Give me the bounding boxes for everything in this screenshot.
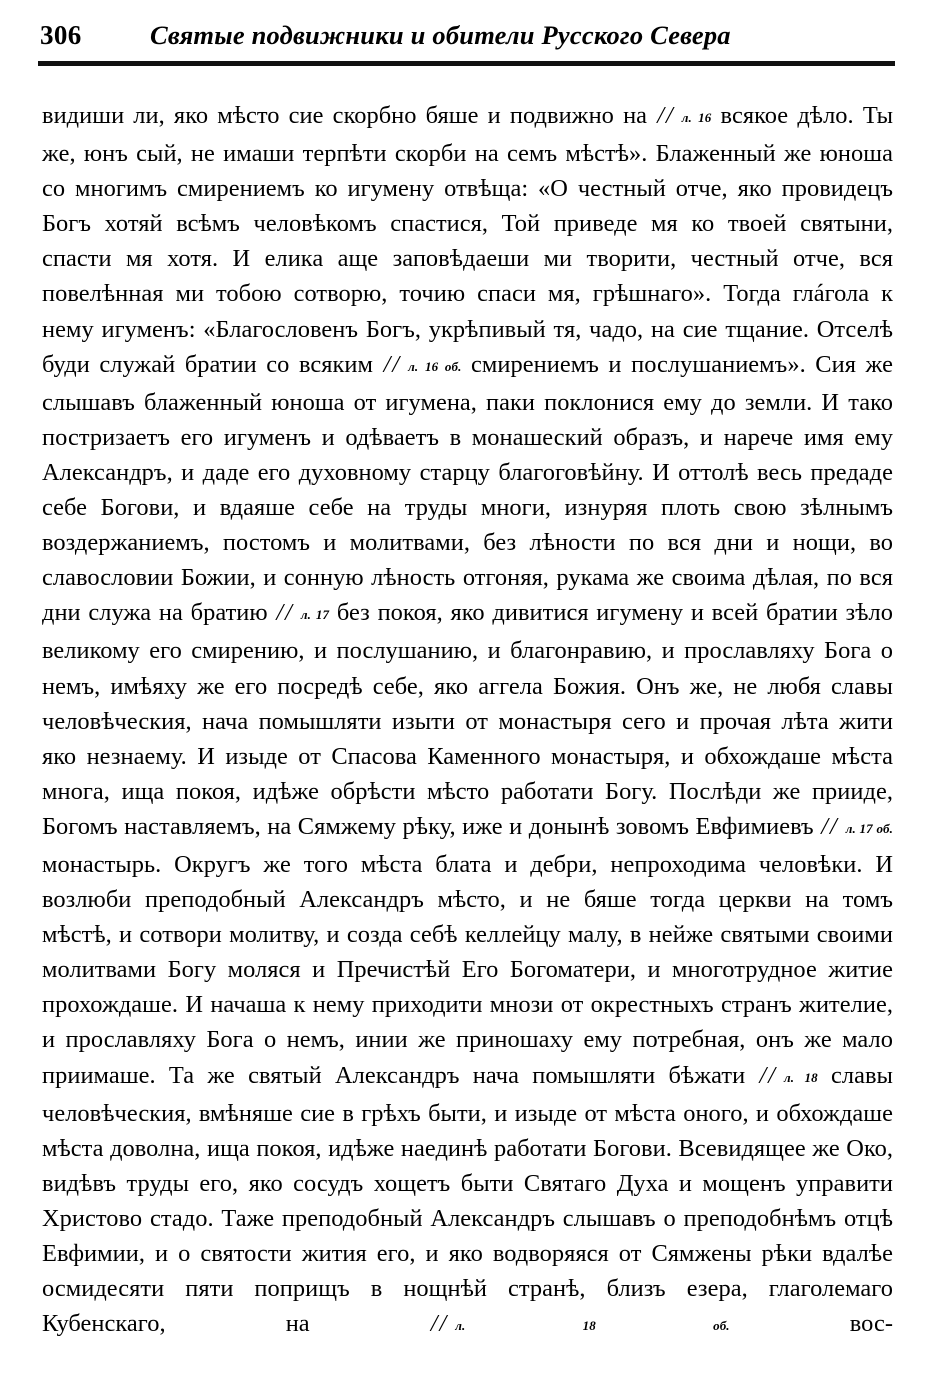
folio-reference xyxy=(656,102,711,129)
folio-reference-label: л. 16 xyxy=(681,110,712,125)
body-text-run: без покоя, яко дивитися игумену и всей братии зѣло великому его смирению, и послушанию, и благонравию, и прославляху Бога о немъ, имѣяху же его посредѣ себе, яко аггела Божия. Онъ же, не любя славы человѣческия, нача помышляти изыти от монастыря сего и прочая лѣта жити яко незнаему. И изыде от Спасова Каменного монастыря, и обхождаше мѣста многа, ища покоя, идѣже обрѣсти мѣсто работати Богу. Послѣди же прииде, Богомъ наставляемъ, на Сямжему рѣку, иже и донынѣ зовомъ Евфимиевъ xyxy=(42,599,893,840)
folio-slashes: // xyxy=(759,1061,778,1089)
body-text-block xyxy=(42,98,893,1379)
folio-slashes: // xyxy=(383,350,402,378)
folio-reference-label: л. 17 об. xyxy=(845,820,893,836)
folio-slashes: // xyxy=(657,102,675,129)
folio-slashes: // xyxy=(821,812,839,840)
body-text-run: монастырь. Округъ же того мѣста блата и дебри, непроходима человѣки. И возлюби преподобный Александръ мѣсто, и не бяше тогда церкви на томъ мѣстѣ, и сотвори молитву, и созда себѣ келлейцу малу, в нейже святыми своими молитвами Богу моляся и Пречистѣй Его Богоматери, и многотрудное житие прохождаше. И начаша к нему приходити мнози от окрестныхъ странъ жителие, и прославляху Бога о немъ, инии же приношаху ему потребная, онъ же мало приимаше. Та же святый Александръ нача помышляти бѣжати xyxy=(42,850,893,1089)
running-title: Святые подвижники и обители Русского Севера xyxy=(150,20,731,50)
body-text-run: видиши ли, яко мѣсто сие скорбно бяше и подвижно на xyxy=(42,102,657,129)
folio-reference xyxy=(383,351,462,378)
header-divider xyxy=(38,61,895,66)
folio-reference xyxy=(758,1062,817,1089)
page-number: 306 xyxy=(40,20,82,50)
folio-reference-label: л. 17 xyxy=(300,607,330,623)
body-text-run: вос- xyxy=(729,1310,893,1338)
folio-slashes: // xyxy=(276,599,294,627)
folio-reference xyxy=(430,1310,730,1337)
folio-reference xyxy=(820,813,893,840)
body-text-run: смирениемъ и послушаниемъ». Сия же слышавъ блаженный юноша от игумена, паки поклонися ему до земли. И тако постризаетъ его игуменъ и одѣваетъ в монашеский образъ, и нарече имя ему Александръ, и даде его духовному старцу благоговѣйну. И оттолѣ весь предаде себе Богови, и вдаяше себе на труды многи, изнуряя плоть свою зѣлнымъ воздержаниемъ, постомъ и молитвами, без лѣности по вся дни и нощи, во славословии Божии, и сонную лѣность отгоняя, рукама же своима дѣлая, по вся дни служа на братию xyxy=(42,350,893,627)
body-paragraph xyxy=(42,98,893,1379)
folio-slashes: // xyxy=(430,1310,449,1338)
running-head xyxy=(40,22,896,62)
folio-reference-label: л. 18 xyxy=(783,1069,818,1085)
folio-reference-label: л. 16 об. xyxy=(408,358,462,374)
folio-reference xyxy=(275,599,329,626)
folio-reference-label: л. 18 об. xyxy=(455,1318,730,1334)
body-text-run: всякое дѣло. Ты же, юнъ сый, не имаши терпѣти скорби на семъ мѣстѣ». Блаженный же юноша со многимъ смирениемъ ко игумену отвѣща: «О честный отче, яко провидецъ Богъ хотяй всѣмъ человѣкомъ спастися, Той приведе мя ко твоей святыни, спасти мя хотя. И елика аще заповѣдаеши ми творити, честный отче, вся повелѣнная ми тобою сотворю, точию спаси мя, грѣшнаго». Тогда глáгола к нему игуменъ: «Благословенъ Богъ, укрѣпивый тя, чадо, на сие тщание. Отселѣ буди служай братии со всяким xyxy=(42,102,894,378)
body-text-run: славы человѣческия, вмѣняше сие в грѣхъ быти, и изыде от мѣста оного, и обхождаше мѣста доволна, ища покоя, идѣже наединѣ работати Богови. Всевидящее же Око, видѣвъ труды его, яко сосудъ хощетъ быти Святаго Духа и мощенъ управити Христово стадо. Таже преподобный Александръ слышавъ о преподобнѣмъ отцѣ Евфимии, и о святости жития его, и яко водворяяся от Сямжены рѣки вдалѣе осмидесяти пяти поприщъ в нощнѣй странѣ, близъ езера, глаголемаго Кубенскаго, на xyxy=(42,1061,893,1338)
